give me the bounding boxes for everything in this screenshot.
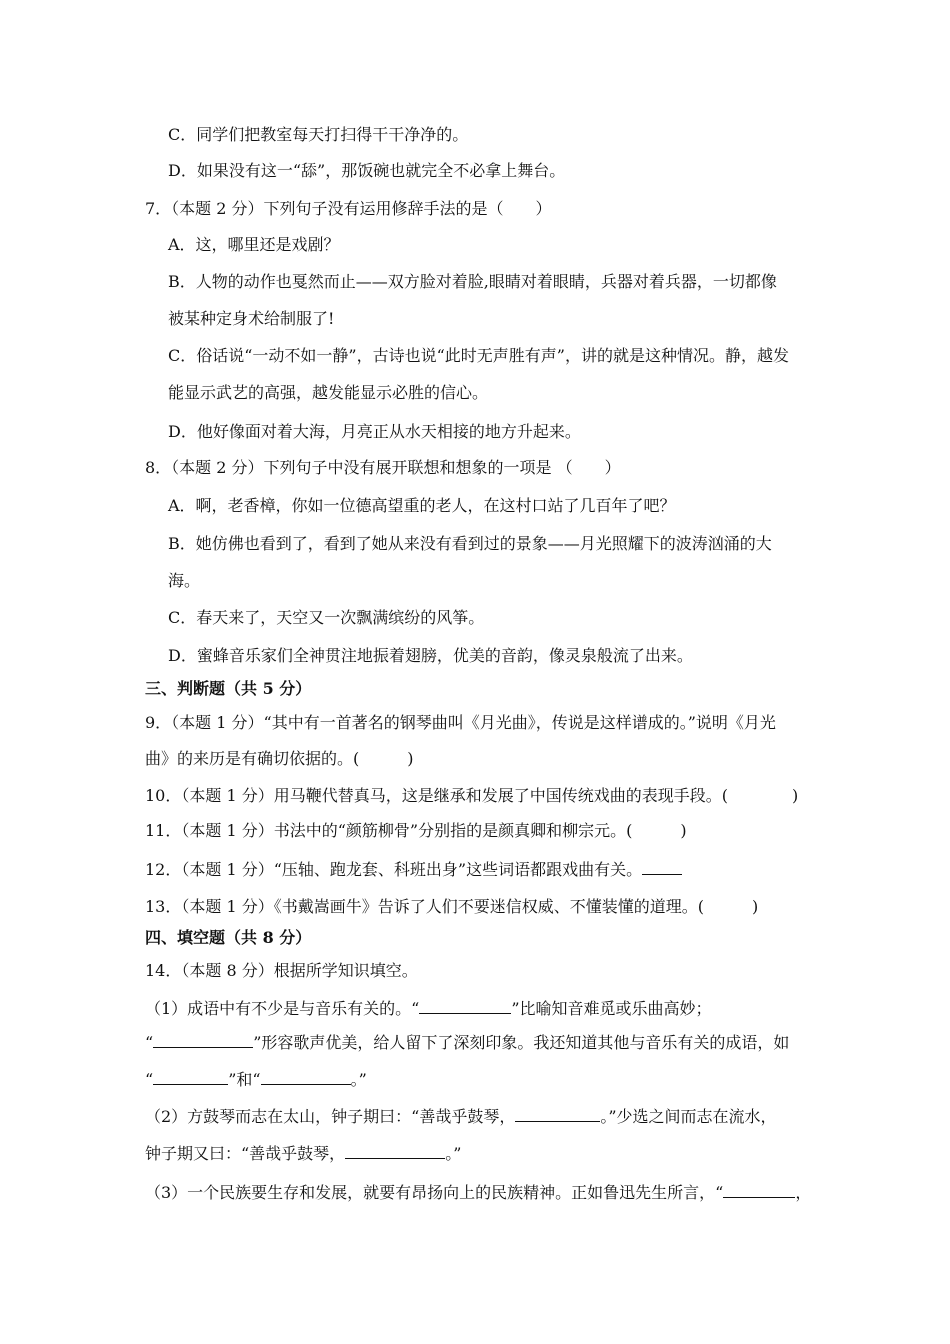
section-3-heading: 三、判断题（共 5 分）	[145, 679, 312, 698]
question-12-text: 12．（本题 1 分）“压轴、跑龙套、科班出身”这些词语都跟戏曲有关。	[145, 860, 643, 879]
q14-part-1-line-3	[145, 1068, 815, 1091]
q8-option-b-cont: 海。	[168, 571, 201, 590]
question-11: 11．（本题 1 分）书法中的“颜筋柳骨”分别指的是颜真卿和柳宗元。( )	[145, 821, 687, 840]
question-12	[145, 858, 815, 881]
q7-option-b-cont: 被某种定身术给制服了!	[168, 309, 335, 328]
q7-option-c: C．俗话说“一动不如一静”，古诗也说“此时无声胜有声”，讲的就是这种情况。静，越发	[168, 346, 789, 365]
q14-part-2-text-2: 。”少选之间而志在流水，	[600, 1107, 777, 1126]
answer-blank[interactable]	[723, 1181, 795, 1198]
question-13: 13．（本题 1 分）《书戴嵩画牛》告诉了人们不要迷信权威、不懂装懂的道理。( )	[145, 897, 759, 916]
q14-part-1-text-3: “	[145, 1033, 154, 1052]
q14-part-2-text-4: 。”	[445, 1144, 462, 1163]
q7-option-b: B．人物的动作也戛然而止——双方脸对着脸,眼睛对着眼睛，兵器对着兵器，一切都像	[168, 272, 777, 291]
q14-part-1-text-5: “	[145, 1070, 154, 1089]
q8-option-b: B．她仿佛也看到了，看到了她从来没有看到过的景象——月光照耀下的波涛汹涌的大	[168, 534, 772, 553]
q6-option-d: D．如果没有这一“舔”，那饭碗也就完全不必拿上舞台。	[168, 161, 566, 180]
question-8: 8．（本题 2 分）下列句子中没有展开联想和想象的一项是 （ ）	[145, 458, 621, 477]
question-9: 9．（本题 1 分）“其中有一首著名的钢琴曲叫《月光曲》，传说是这样谱成的。”说明《月光	[145, 713, 776, 732]
answer-blank[interactable]	[515, 1105, 600, 1122]
q14-part-1-text-4: ”形容歌声优美，给人留下了深刻印象。我还知道其他与音乐有关的成语，如	[253, 1033, 790, 1052]
answer-blank[interactable]	[642, 858, 682, 875]
q7-option-c-cont: 能显示武艺的高强，越发能显示必胜的信心。	[168, 383, 489, 402]
question-9-cont: 曲》的来历是有确切依据的。( )	[145, 749, 414, 768]
q14-part-1-text-7: 。”	[350, 1070, 367, 1089]
section-4-heading: 四、填空题（共 8 分）	[145, 928, 312, 947]
answer-blank[interactable]	[345, 1142, 445, 1159]
q14-part-2-text: （2）方鼓琴而志在太山，钟子期曰：“善哉乎鼓琴，	[145, 1107, 516, 1126]
q14-part-3-text: （3）一个民族要生存和发展，就要有昂扬向上的民族精神。正如鲁迅先生所言，“	[145, 1183, 724, 1202]
answer-blank[interactable]	[419, 997, 511, 1014]
q14-part-2	[145, 1105, 815, 1128]
question-7: 7．（本题 2 分）下列句子没有运用修辞手法的是（ ）	[145, 199, 552, 218]
q8-option-a: A．啊，老香樟，你如一位德高望重的老人，在这村口站了几百年了吧？	[168, 496, 676, 515]
q14-part-3-text-2: ，	[795, 1183, 812, 1202]
q14-part-2-line-2	[145, 1142, 815, 1165]
q7-option-d: D．他好像面对着大海，月亮正从水天相接的地方升起来。	[168, 422, 581, 441]
question-10: 10．（本题 1 分）用马鞭代替真马，这是继承和发展了中国传统戏曲的表现手段。( )	[145, 786, 799, 805]
answer-blank[interactable]	[153, 1031, 253, 1048]
q14-part-1-line-2	[145, 1031, 815, 1054]
answer-blank[interactable]	[153, 1068, 228, 1085]
q14-part-1-text-2: ”比喻知音难觅或乐曲高妙；	[511, 999, 712, 1018]
q14-part-3	[145, 1181, 815, 1204]
q8-option-d: D．蜜蜂音乐家们全神贯注地振着翅膀，优美的音韵，像灵泉般流了出来。	[168, 646, 693, 665]
q14-part-1-text-6: ”和“	[228, 1070, 261, 1089]
q6-option-c: C．同学们把教室每天打扫得干干净净的。	[168, 125, 469, 144]
q8-option-c: C．春天来了，天空又一次飘满缤纷的风筝。	[168, 608, 485, 627]
q14-part-2-text-3: 钟子期又曰：“善哉乎鼓琴，	[145, 1144, 346, 1163]
q7-option-a: A．这，哪里还是戏剧？	[168, 235, 340, 254]
q14-part-1-text: （1）成语中有不少是与音乐有关的。“	[145, 999, 420, 1018]
q14-part-1	[145, 997, 815, 1020]
answer-blank[interactable]	[261, 1068, 351, 1085]
question-14: 14．（本题 8 分）根据所学知识填空。	[145, 961, 418, 980]
